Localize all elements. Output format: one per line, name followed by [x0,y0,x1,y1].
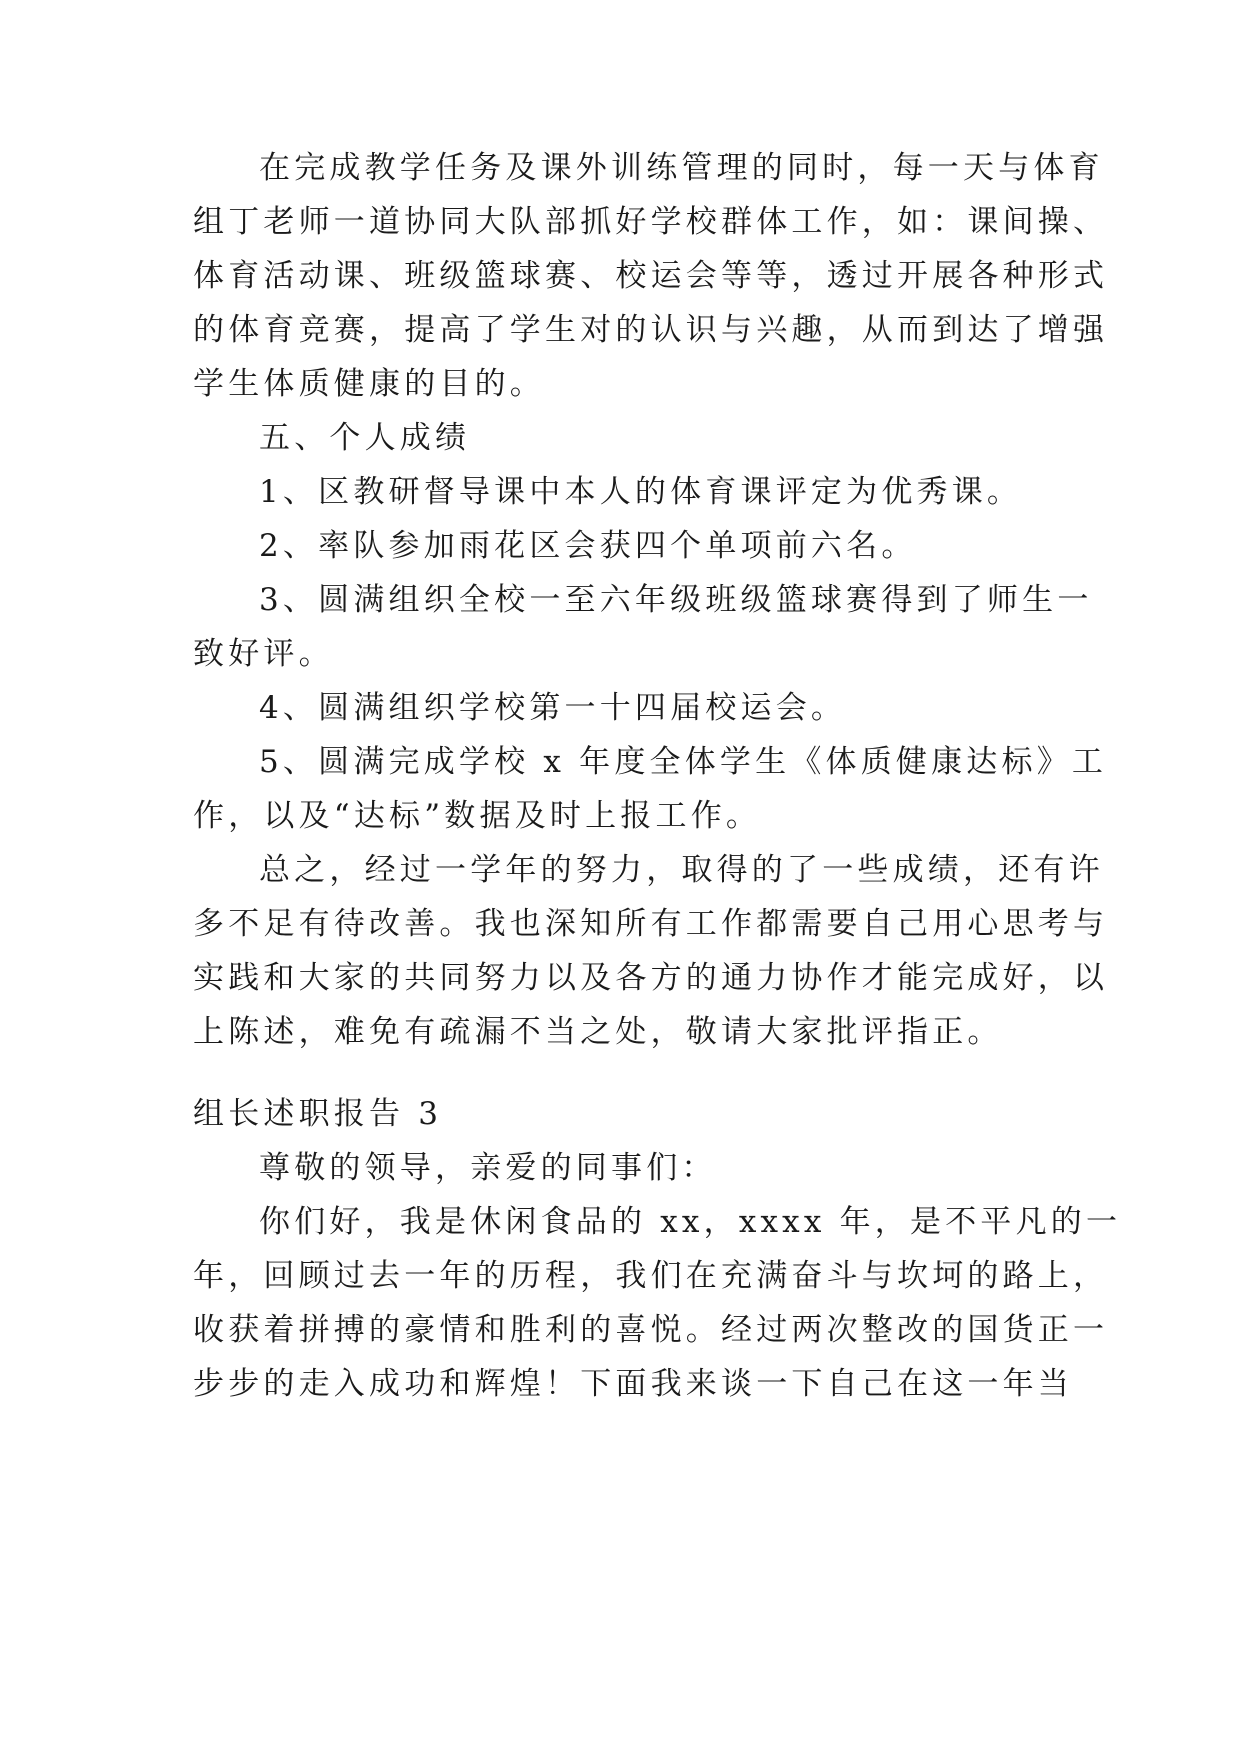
conclusion-line: 多不足有待改善。我也深知所有工作都需要自己用心思考与 [193,906,1109,942]
paragraph-line: 的体育竞赛，提高了学生对的认识与兴趣，从而到达了增强 [193,312,1109,348]
paragraph-line: 体育活动课、班级篮球赛、校运会等等，透过开展各种形式 [193,258,1109,294]
paragraph-line: 组丁老师一道协同大队部抓好学校群体工作，如：课间操、 [193,204,1109,240]
intro-line: 收获着拼搏的豪情和胜利的喜悦。经过两次整改的国货正一 [193,1312,1109,1348]
achievement-item: 5、圆满完成学校 x 年度全体学生《体质健康达标》工 [259,744,1108,780]
achievement-item-continuation: 作，以及“达标”数据及时上报工作。 [193,798,762,834]
report-title: 组长述职报告 3 [193,1096,443,1132]
intro-line: 年，回顾过去一年的历程，我们在充满奋斗与坎坷的路上， [193,1258,1109,1294]
intro-line: 步步的走入成功和辉煌！下面我来谈一下自己在这一年当 [193,1366,1073,1402]
achievement-item: 3、圆满组织全校一至六年级班级篮球赛得到了师生一 [259,582,1093,618]
paragraph-line: 学生体质健康的目的。 [193,366,545,402]
conclusion-line: 实践和大家的共同努力以及各方的通力协作才能完成好，以 [193,960,1109,996]
achievement-item: 4、圆满组织学校第一十四届校运会。 [259,690,847,726]
achievement-item-continuation: 致好评。 [193,636,334,672]
salutation: 尊敬的领导，亲爱的同事们： [259,1150,717,1186]
intro-line: 你们好，我是休闲食品的 xx，xxxx 年，是不平凡的一 [259,1204,1122,1240]
section-heading: 五、个人成绩 [259,420,471,456]
conclusion-line: 上陈述，难免有疏漏不当之处，敬请大家批评指正。 [193,1014,1003,1050]
conclusion-line: 总之，经过一学年的努力，取得的了一些成绩，还有许 [259,852,1104,888]
achievement-item: 2、率队参加雨花区会获四个单项前六名。 [259,528,917,564]
paragraph-line: 在完成教学任务及课外训练管理的同时，每一天与体育 [259,150,1104,186]
achievement-item: 1、区教研督导课中本人的体育课评定为优秀课。 [259,474,1023,510]
